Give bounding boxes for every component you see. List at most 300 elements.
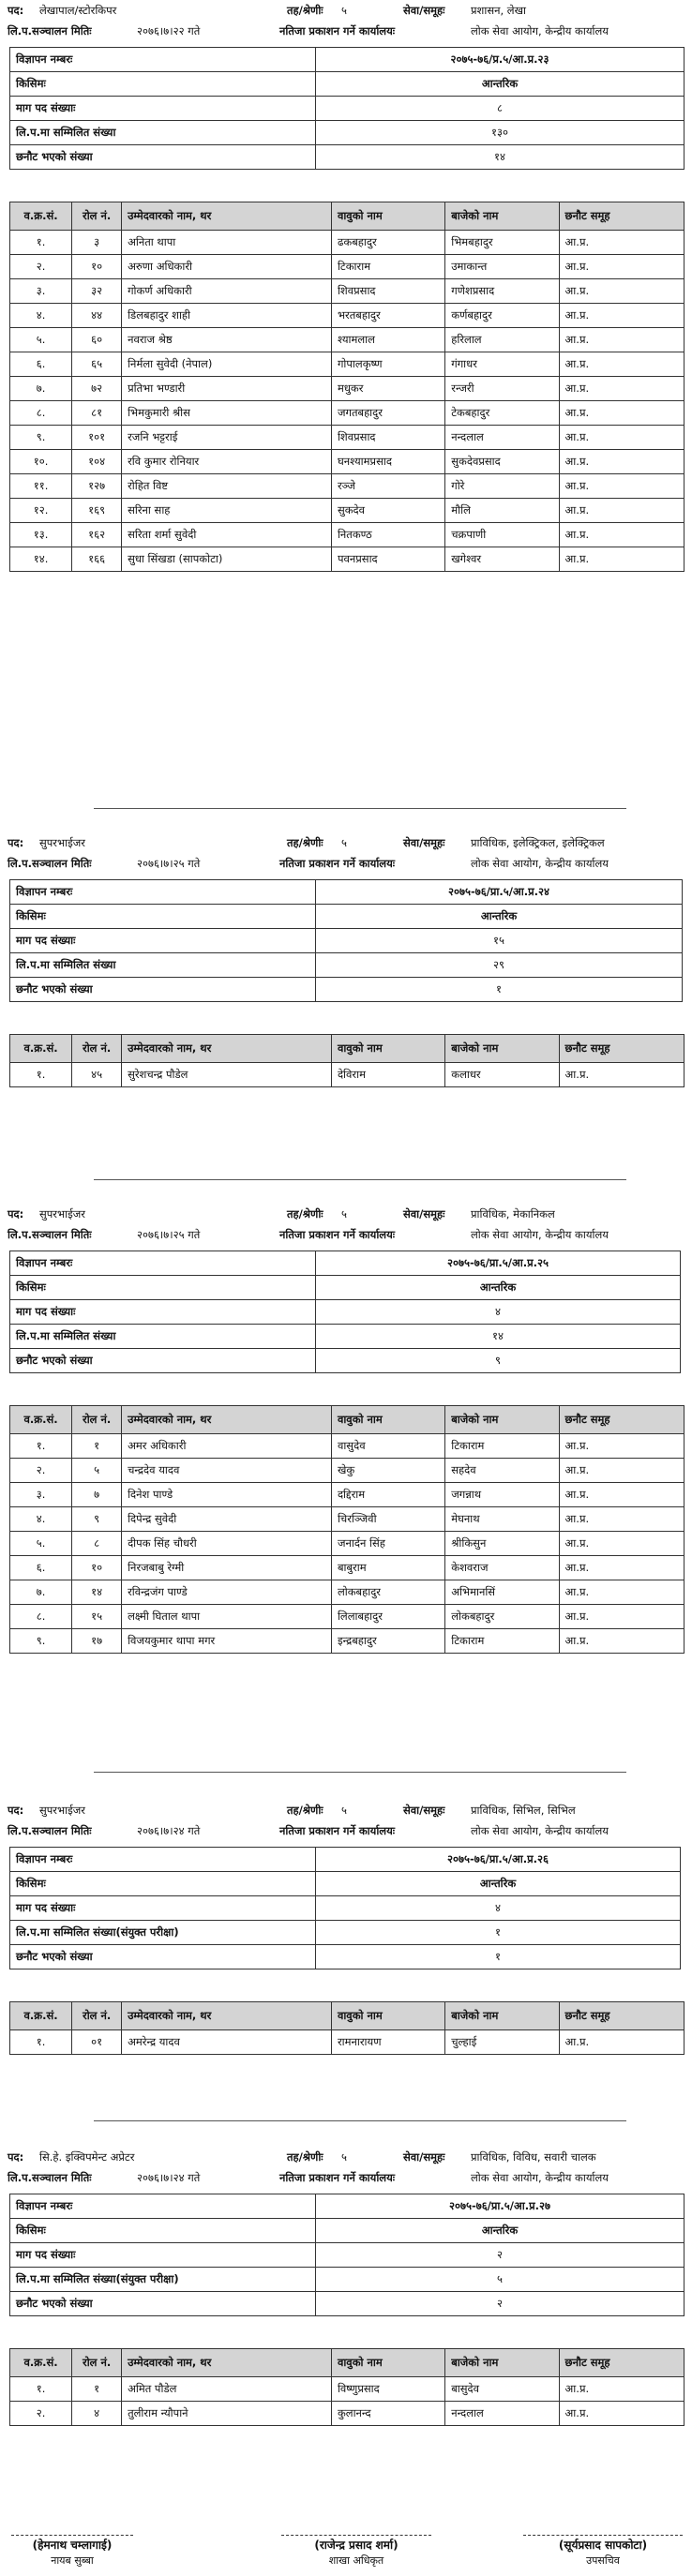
info-row-attended-count [10, 121, 684, 145]
attended-count-value: २९ [316, 953, 683, 978]
info-row-attended-count [10, 1921, 681, 1945]
signature-title-1: नायब सुब्बा [51, 2554, 94, 2567]
cell-group: आ.प्र. [559, 304, 684, 328]
cell-name: सरिता शर्मा सुवेदी [122, 523, 332, 547]
cell-name: निर्मला सुवेदी (नेपाल) [122, 352, 332, 377]
demand-count-label: माग पद संख्याः [10, 1300, 316, 1325]
info-row-selected-count [10, 1945, 681, 1969]
cell-grandfather: खगेश्वर [445, 547, 559, 572]
cell-father: इन्द्रबहादुर [331, 1629, 444, 1654]
service-value: प्राविधिक, मेकानिकल [471, 1207, 555, 1221]
cell-roll: ९ [72, 1507, 122, 1532]
table-row [10, 426, 684, 450]
cell-father: कुलानन्द [331, 2402, 444, 2426]
cell-name: दीपक सिंह चौधरी [122, 1532, 332, 1556]
cell-father: रामनारायण [331, 2030, 444, 2055]
cell-father: लिलाबहादुर [331, 1605, 444, 1629]
column-header-name: उम्मेदवारको नाम, थर [122, 2002, 332, 2030]
cell-sn: ८. [10, 1605, 72, 1629]
exam-type-label: किसिमः [10, 905, 316, 929]
column-header-group: छनौट समूह [559, 1406, 684, 1434]
table-row [10, 1483, 684, 1507]
column-header-father: वावुको नाम [331, 202, 444, 231]
exam-type-value: आन्तरिक [316, 2219, 684, 2243]
info-row-attended-count [10, 953, 683, 978]
demand-count-label: माग पद संख्याः [10, 2243, 316, 2268]
column-header-group: छनौट समूह [559, 2002, 684, 2030]
section-header [8, 2149, 684, 2165]
candidates-table [9, 202, 684, 572]
section-divider [94, 808, 626, 809]
level-label: तह/श्रेणीः [287, 1804, 323, 1817]
advertisement-info-table [9, 2194, 684, 2316]
cell-sn: १४. [10, 547, 72, 572]
info-row-selected-count [10, 1349, 681, 1373]
table-header-row [10, 2349, 684, 2377]
cell-group: आ.प्र. [559, 1532, 684, 1556]
service-value: प्राविधिक, इलेक्ट्रिकल, इलेक्ट्रिकल [471, 836, 605, 849]
cell-group: आ.प्र. [559, 352, 684, 377]
info-row-selected-count [10, 978, 683, 1002]
cell-sn: ५. [10, 1532, 72, 1556]
demand-count-value: १५ [316, 929, 683, 953]
cell-sn: १०. [10, 450, 72, 474]
signature-title-3: उपसचिव [586, 2554, 620, 2567]
attended-count-label: लि.प.मा सम्मिलित संख्या [10, 121, 316, 145]
column-header-grandfather: बाजेको नाम [445, 1406, 559, 1434]
exam-date-label: लि.प.सञ्चालन मितिः [8, 24, 92, 37]
selected-count-value: ९ [316, 1349, 681, 1373]
table-row [10, 304, 684, 328]
cell-name: दिपेन्द्र सुवेदी [122, 1507, 332, 1532]
info-row-demand-count [10, 97, 684, 121]
post-label: पद: [8, 836, 24, 849]
info-row-attended-count [10, 2268, 684, 2292]
cell-group: आ.प्र. [559, 450, 684, 474]
column-header-name: उम्मेदवारको नाम, थर [122, 2349, 332, 2377]
info-row-attended-count [10, 1325, 681, 1349]
cell-roll: १० [72, 255, 122, 279]
office-label: नतिजा प्रकाशन गर्ने कार्यालयः [279, 2171, 396, 2184]
post-label: पद: [8, 1207, 24, 1221]
cell-group: आ.प्र. [559, 474, 684, 499]
column-header-roll: रोल नं. [72, 1406, 122, 1434]
info-row-demand-count [10, 1300, 681, 1325]
attended-count-label: लि.प.मा सम्मिलित संख्या(संयुक्त परीक्षा) [10, 2268, 316, 2292]
cell-name: दिनेश पाण्डे [122, 1483, 332, 1507]
cell-roll: ०१ [72, 2030, 122, 2055]
exam-date-value: २०७६।७।२२ गते [137, 24, 201, 37]
table-row [10, 1556, 684, 1580]
cell-name: अरुणा अधिकारी [122, 255, 332, 279]
exam-type-value: आन्तरिक [316, 72, 684, 97]
advertisement-info-table [9, 1251, 681, 1373]
cell-father: गोपालकृष्ण [331, 352, 444, 377]
service-value: प्राविधिक, सिभिल, सिभिल [471, 1804, 576, 1817]
table-row [10, 547, 684, 572]
attended-count-label: लि.प.मा सम्मिलित संख्या [10, 1325, 316, 1349]
cell-sn: ६. [10, 352, 72, 377]
service-value: प्राविधिक, विविध, सवारी चालक [471, 2150, 596, 2164]
signature-name-1: (हेमनाथ चम्लागाई) [32, 2539, 113, 2552]
cell-grandfather: कर्णबहादुर [445, 304, 559, 328]
candidates-table [9, 2001, 684, 2055]
cell-group: आ.प्र. [559, 328, 684, 352]
cell-roll: १०४ [72, 450, 122, 474]
post-value: लेखापाल/स्टोरकिपर [39, 4, 117, 17]
demand-count-label: माग पद संख्याः [10, 97, 316, 121]
table-row [10, 401, 684, 426]
cell-father: रञ्जे [331, 474, 444, 499]
demand-count-label: माग पद संख्याः [10, 929, 316, 953]
cell-roll: १५ [72, 1605, 122, 1629]
cell-grandfather: सुकदेवप्रसाद [445, 450, 559, 474]
cell-father: मधुकर [331, 377, 444, 401]
column-header-grandfather: बाजेको नाम [445, 1035, 559, 1063]
section-header [8, 1802, 684, 1819]
cell-grandfather: नन्दलाल [445, 426, 559, 450]
table-row [10, 1629, 684, 1654]
table-header-row [10, 2002, 684, 2030]
exam-date-value: २०७६।७।२५ गते [137, 857, 201, 870]
cell-father: श्यामलाल [331, 328, 444, 352]
cell-roll: ६० [72, 328, 122, 352]
cell-father: पवनप्रसाद [331, 547, 444, 572]
demand-count-value: २ [316, 2243, 684, 2268]
section-divider [94, 2120, 626, 2121]
section-subheader [8, 22, 684, 39]
cell-father: जगतबहादुर [331, 401, 444, 426]
exam-type-label: किसिमः [10, 1276, 316, 1300]
info-row-exam-type [10, 2219, 684, 2243]
cell-father: बाबुराम [331, 1556, 444, 1580]
advertisement-number-value: २०७५-७६/प्रा.५/आ.प्र.२६ [316, 1848, 681, 1872]
column-header-father: वावुको नाम [331, 1035, 444, 1063]
column-header-sn: व.क्र.सं. [10, 202, 72, 231]
cell-sn: ९. [10, 1629, 72, 1654]
cell-grandfather: जगन्नाथ [445, 1483, 559, 1507]
cell-group: आ.प्र. [559, 1483, 684, 1507]
cell-father: भरतबहादुर [331, 304, 444, 328]
cell-father: सुकदेव [331, 499, 444, 523]
cell-sn: ३. [10, 279, 72, 304]
cell-group: आ.प्र. [559, 2402, 684, 2426]
cell-father: घनश्यामप्रसाद [331, 450, 444, 474]
signature-name-3: (सूर्यप्रसाद सापकोटा) [558, 2539, 648, 2552]
office-value: लोक सेवा आयोग, केन्द्रीय कार्यालय [471, 24, 609, 37]
exam-date-label: लि.प.सञ्चालन मितिः [8, 1228, 92, 1241]
advertisement-info-table [9, 47, 684, 170]
candidates-table [9, 1405, 684, 1654]
office-value: लोक सेवा आयोग, केन्द्रीय कार्यालय [471, 857, 609, 870]
column-header-name: उम्मेदवारको नाम, थर [122, 202, 332, 231]
table-row [10, 279, 684, 304]
info-row-exam-type [10, 72, 684, 97]
cell-grandfather: गणेशप्रसाद [445, 279, 559, 304]
cell-roll: ७ [72, 1483, 122, 1507]
cell-sn: ५. [10, 328, 72, 352]
exam-type-label: किसिमः [10, 72, 316, 97]
cell-group: आ.प्र. [559, 1580, 684, 1605]
table-row [10, 1605, 684, 1629]
cell-group: आ.प्र. [559, 279, 684, 304]
cell-grandfather: गोरे [445, 474, 559, 499]
level-value: ५ [341, 2150, 347, 2164]
cell-name: लक्ष्मी घिताल थापा [122, 1605, 332, 1629]
cell-name: प्रतिभा भण्डारी [122, 377, 332, 401]
post-label: पद: [8, 2150, 24, 2164]
exam-date-value: २०७६।७।२५ गते [137, 1228, 201, 1241]
cell-group: आ.प्र. [559, 1556, 684, 1580]
cell-group: आ.प्र. [559, 231, 684, 255]
level-label: तह/श्रेणीः [287, 1207, 323, 1221]
cell-sn: २. [10, 2402, 72, 2426]
exam-type-label: किसिमः [10, 1872, 316, 1896]
attended-count-label: लि.प.मा सम्मिलित संख्या [10, 953, 316, 978]
table-row [10, 1532, 684, 1556]
table-row [10, 474, 684, 499]
table-row [10, 499, 684, 523]
table-row [10, 1063, 684, 1087]
level-value: ५ [341, 4, 347, 17]
attended-count-value: ५ [316, 2268, 684, 2292]
service-value: प्रशासन, लेखा [471, 4, 526, 17]
advertisement-number-value: २०७५-७६/प्रा.५/आ.प्र.२७ [316, 2194, 684, 2219]
cell-roll: १४ [72, 1580, 122, 1605]
exam-type-value: आन्तरिक [316, 905, 683, 929]
cell-sn: ४. [10, 304, 72, 328]
exam-type-label: किसिमः [10, 2219, 316, 2243]
table-row [10, 450, 684, 474]
cell-name: अनिता थापा [122, 231, 332, 255]
cell-father: चिरञ्जिवी [331, 1507, 444, 1532]
cell-sn: १. [10, 231, 72, 255]
selected-count-label: छनौट भएको संख्या [10, 978, 316, 1002]
cell-sn: १३. [10, 523, 72, 547]
section-header [8, 834, 684, 851]
table-row [10, 1580, 684, 1605]
cell-group: आ.प्र. [559, 377, 684, 401]
attended-count-value: १३० [316, 121, 684, 145]
selected-count-value: १ [316, 978, 683, 1002]
cell-group: आ.प्र. [559, 1434, 684, 1459]
cell-name: सरिना साह [122, 499, 332, 523]
cell-grandfather: श्रीकिसुन [445, 1532, 559, 1556]
selected-count-label: छनौट भएको संख्या [10, 2292, 316, 2316]
advertisement-number-label: विज्ञापन नम्बरः [10, 2194, 316, 2219]
cell-father: लोकबहादुर [331, 1580, 444, 1605]
info-row-advertisement-number [10, 2194, 684, 2219]
office-value: लोक सेवा आयोग, केन्द्रीय कार्यालय [471, 1824, 609, 1837]
cell-grandfather: गंगाधर [445, 352, 559, 377]
selected-count-label: छनौट भएको संख्या [10, 1945, 316, 1969]
info-row-exam-type [10, 1276, 681, 1300]
info-row-advertisement-number [10, 1251, 681, 1276]
exam-date-value: २०७६।७।२४ गते [137, 1824, 201, 1837]
cell-grandfather: रन्जरी [445, 377, 559, 401]
cell-group: आ.प्र. [559, 523, 684, 547]
table-row [10, 377, 684, 401]
cell-roll: ३ [72, 231, 122, 255]
column-header-roll: रोल नं. [72, 2349, 122, 2377]
cell-group: आ.प्र. [559, 2377, 684, 2402]
cell-sn: १. [10, 2377, 72, 2402]
cell-sn: १. [10, 1063, 72, 1087]
info-row-selected-count [10, 145, 684, 170]
info-row-demand-count [10, 1896, 681, 1921]
section-subheader [8, 855, 684, 872]
column-header-roll: रोल नं. [72, 2002, 122, 2030]
cell-grandfather: भिमबहादुर [445, 231, 559, 255]
cell-roll: १६९ [72, 499, 122, 523]
selected-count-value: २ [316, 2292, 684, 2316]
column-header-name: उम्मेदवारको नाम, थर [122, 1035, 332, 1063]
cell-sn: १. [10, 1434, 72, 1459]
table-row [10, 255, 684, 279]
info-row-advertisement-number [10, 48, 684, 72]
table-row [10, 2377, 684, 2402]
table-row [10, 523, 684, 547]
cell-roll: ७२ [72, 377, 122, 401]
service-label: सेवा/समूहः [403, 836, 445, 849]
cell-grandfather: चुल्हाई [445, 2030, 559, 2055]
section-divider [94, 1179, 626, 1180]
table-header-row [10, 1035, 684, 1063]
demand-count-value: ४ [316, 1896, 681, 1921]
cell-grandfather: नन्दलाल [445, 2402, 559, 2426]
office-label: नतिजा प्रकाशन गर्ने कार्यालयः [279, 1228, 396, 1241]
cell-roll: १२७ [72, 474, 122, 499]
level-label: तह/श्रेणीः [287, 2150, 323, 2164]
cell-grandfather: अभिमानसिं [445, 1580, 559, 1605]
cell-sn: ७. [10, 377, 72, 401]
table-header-row [10, 1406, 684, 1434]
cell-roll: ४ [72, 2402, 122, 2426]
table-row [10, 328, 684, 352]
cell-roll: ८ [72, 1532, 122, 1556]
cell-name: रविन्द्रजंग पाण्डे [122, 1580, 332, 1605]
cell-name: अमित पौडेल [122, 2377, 332, 2402]
column-header-father: वावुको नाम [331, 2002, 444, 2030]
level-value: ५ [341, 1207, 347, 1221]
cell-sn: ४. [10, 1507, 72, 1532]
service-label: सेवा/समूहः [403, 2150, 445, 2164]
cell-group: आ.प्र. [559, 547, 684, 572]
cell-group: आ.प्र. [559, 1507, 684, 1532]
cell-father: खेकु [331, 1459, 444, 1483]
cell-name: अमर अधिकारी [122, 1434, 332, 1459]
column-header-sn: व.क्र.सं. [10, 1406, 72, 1434]
column-header-father: वावुको नाम [331, 1406, 444, 1434]
advertisement-info-table [9, 879, 683, 1002]
cell-group: आ.प्र. [559, 1063, 684, 1087]
cell-grandfather: केशवराज [445, 1556, 559, 1580]
cell-father: शिवप्रसाद [331, 279, 444, 304]
cell-grandfather: हरिलाल [445, 328, 559, 352]
advertisement-number-label: विज्ञापन नम्बरः [10, 880, 316, 905]
section-subheader [8, 2169, 684, 2186]
column-header-grandfather: बाजेको नाम [445, 2349, 559, 2377]
post-label: पद: [8, 1804, 24, 1817]
advertisement-number-value: २०७५-७६/प्रा.५/आ.प्र.२५ [316, 1251, 681, 1276]
selected-count-value: १ [316, 1945, 681, 1969]
cell-sn: १२. [10, 499, 72, 523]
level-label: तह/श्रेणीः [287, 836, 323, 849]
service-label: सेवा/समूहः [403, 4, 445, 17]
cell-name: विजयकुमार थापा मगर [122, 1629, 332, 1654]
cell-father: वासुदेव [331, 1434, 444, 1459]
column-header-group: छनौट समूह [559, 2349, 684, 2377]
column-header-sn: व.क्र.सं. [10, 1035, 72, 1063]
advertisement-number-value: २०७५-७६/प्रा.५/आ.प्र.२४ [316, 880, 683, 905]
cell-group: आ.प्र. [559, 255, 684, 279]
table-row [10, 352, 684, 377]
cell-roll: १७ [72, 1629, 122, 1654]
cell-name: रवि कुमार रोनियार [122, 450, 332, 474]
cell-father: ढकबहादुर [331, 231, 444, 255]
cell-group: आ.प्र. [559, 426, 684, 450]
cell-roll: ४५ [72, 1063, 122, 1087]
cell-grandfather: बासुदेव [445, 2377, 559, 2402]
cell-group: आ.प्र. [559, 2030, 684, 2055]
column-header-group: छनौट समूह [559, 1035, 684, 1063]
service-label: सेवा/समूहः [403, 1207, 445, 1221]
column-header-name: उम्मेदवारको नाम, थर [122, 1406, 332, 1434]
advertisement-number-label: विज्ञापन नम्बरः [10, 1251, 316, 1276]
exam-date-label: लि.प.सञ्चालन मितिः [8, 2171, 92, 2184]
column-header-father: वावुको नाम [331, 2349, 444, 2377]
cell-father: नितकण्ठ [331, 523, 444, 547]
post-value: सि.हे. इक्विपमेन्ट अप्रेटर [39, 2150, 135, 2164]
cell-roll: १ [72, 1434, 122, 1459]
cell-name: भिमकुमारी श्रीस [122, 401, 332, 426]
info-row-exam-type [10, 1872, 681, 1896]
cell-name: गोकर्ण अधिकारी [122, 279, 332, 304]
cell-group: आ.प्र. [559, 1459, 684, 1483]
office-label: नतिजा प्रकाशन गर्ने कार्यालयः [279, 24, 396, 37]
exam-type-value: आन्तरिक [316, 1872, 681, 1896]
post-value: सुपरभाईजर [39, 1804, 85, 1817]
cell-grandfather: मौलि [445, 499, 559, 523]
service-label: सेवा/समूहः [403, 1804, 445, 1817]
cell-name: चन्द्रदेव यादव [122, 1459, 332, 1483]
post-label: पद: [8, 4, 24, 17]
cell-name: रोहित विष्ट [122, 474, 332, 499]
cell-roll: ४४ [72, 304, 122, 328]
exam-date-value: २०७६।७।२४ गते [137, 2171, 201, 2184]
cell-grandfather: टेकबहादुर [445, 401, 559, 426]
cell-group: आ.प्र. [559, 1605, 684, 1629]
cell-grandfather: कलाधर [445, 1063, 559, 1087]
cell-grandfather: टिकाराम [445, 1629, 559, 1654]
exam-type-value: आन्तरिक [316, 1276, 681, 1300]
table-row [10, 1459, 684, 1483]
demand-count-label: माग पद संख्याः [10, 1896, 316, 1921]
cell-name: निरजबाबु रेग्मी [122, 1556, 332, 1580]
cell-sn: ६. [10, 1556, 72, 1580]
cell-father: विष्णुप्रसाद [331, 2377, 444, 2402]
cell-sn: ७. [10, 1580, 72, 1605]
table-row [10, 2030, 684, 2055]
selected-count-value: १४ [316, 145, 684, 170]
info-row-exam-type [10, 905, 683, 929]
demand-count-value: ८ [316, 97, 684, 121]
section-header [8, 1206, 684, 1222]
table-row [10, 2402, 684, 2426]
column-header-grandfather: बाजेको नाम [445, 2002, 559, 2030]
signature-name-2: (राजेन्द्र प्रसाद शर्मा) [314, 2539, 399, 2552]
cell-roll: १०१ [72, 426, 122, 450]
